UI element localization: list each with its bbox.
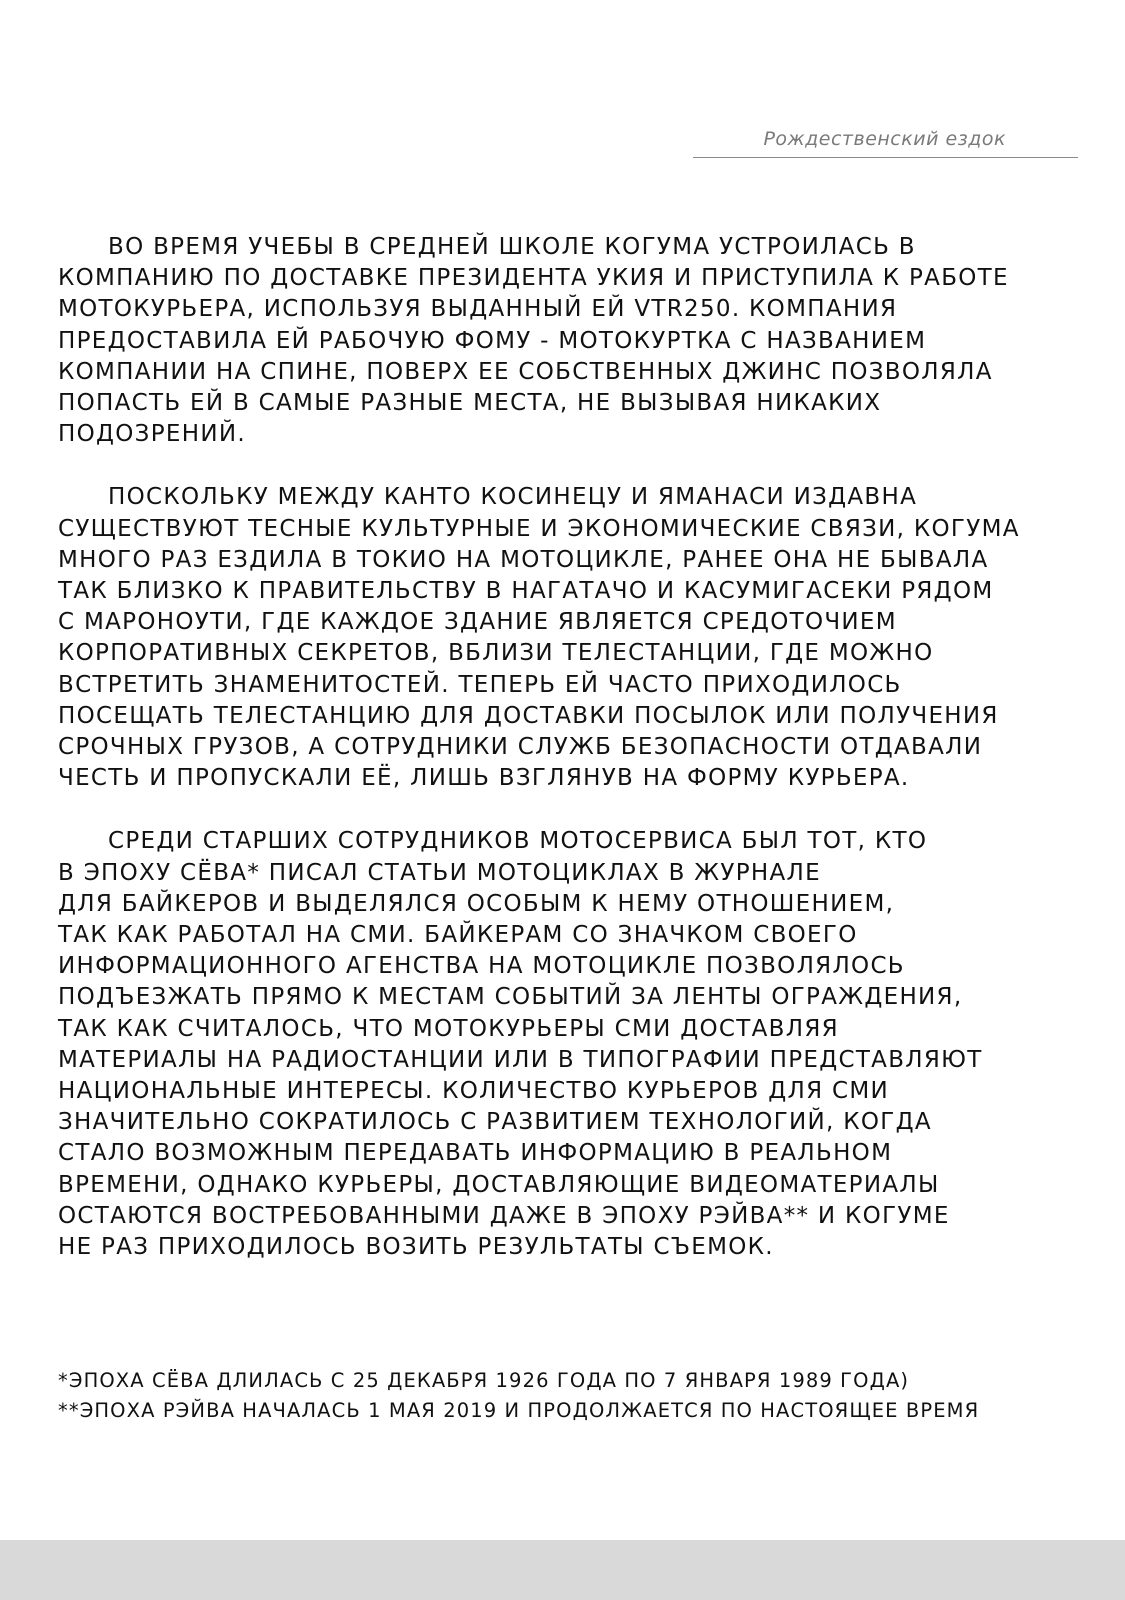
text-line: КОМПАНИЮ ПО ДОСТАВКЕ ПРЕЗИДЕНТА УКИЯ И ПРИСТУПИЛА К РАБОТЕ <box>58 265 1009 292</box>
text-line: ПРЕДОСТАВИЛА ЕЙ РАБОЧУЮ ФОМУ - МОТОКУРТКА С НАЗВАНИЕМ <box>58 327 927 354</box>
text-line: В ЭПОХУ СЁВА* ПИСАЛ СТАТЬИ МОТОЦИКЛАХ В ЖУРНАЛЕ <box>58 859 821 886</box>
text-line: ВСТРЕТИТЬ ЗНАМЕНИТОСТЕЙ. ТЕПЕРЬ ЕЙ ЧАСТО ПРИХОДИЛОСЬ <box>58 671 902 698</box>
text-line: МАТЕРИАЛЫ НА РАДИОСТАНЦИИ ИЛИ В ТИПОГРАФИИ ПРЕДСТАВЛЯЮТ <box>58 1046 983 1073</box>
text-line: НЕ РАЗ ПРИХОДИЛОСЬ ВОЗИТЬ РЕЗУЛЬТАТЫ СЪЕМОК. <box>58 1234 774 1261</box>
paragraph-3 <box>58 826 1058 1263</box>
body-text <box>58 232 1058 1295</box>
page-bottom-band <box>0 1540 1125 1600</box>
text-line: ЧЕСТЬ И ПРОПУСКАЛИ ЕЁ, ЛИШЬ ВЗГЛЯНУВ НА ФОРМУ КУРЬЕРА. <box>58 765 910 792</box>
text-line: ДЛЯ БАЙКЕРОВ И ВЫДЕЛЯЛСЯ ОСОБЫМ К НЕМУ ОТНОШЕНИЕМ, <box>58 890 895 917</box>
text-line: ОСТАЮТСЯ ВОСТРЕБОВАННЫМИ ДАЖЕ В ЭПОХУ РЭЙВА** И КОГУМЕ <box>58 1202 950 1229</box>
text-line: СРЕДИ СТАРШИХ СОТРУДНИКОВ МОТОСЕРВИСА БЫЛ ТОТ, КТО <box>108 828 928 855</box>
running-header-title: Рождественский ездок <box>763 128 1006 150</box>
text-line: ЗНАЧИТЕЛЬНО СОКРАТИЛОСЬ С РАЗВИТИЕМ ТЕХНОЛОГИЙ, КОГДА <box>58 1109 932 1136</box>
text-line: НАЦИОНАЛЬНЫЕ ИНТЕРЕСЫ. КОЛИЧЕСТВО КУРЬЕРОВ ДЛЯ СМИ <box>58 1078 889 1105</box>
text-line: КОМПАНИИ НА СПИНЕ, ПОВЕРХ ЕЕ СОБСТВЕННЫХ ДЖИНС ПОЗВОЛЯЛА <box>58 358 993 385</box>
text-line: ПОДОЗРЕНИЙ. <box>58 421 246 448</box>
text-line: СРОЧНЫХ ГРУЗОВ, А СОТРУДНИКИ СЛУЖБ БЕЗОПАСНОСТИ ОТДАВАЛИ <box>58 734 983 761</box>
text-line: СТАЛО ВОЗМОЖНЫМ ПЕРЕДАВАТЬ ИНФОРМАЦИЮ В РЕАЛЬНОМ <box>58 1140 893 1167</box>
text-line: ТАК КАК РАБОТАЛ НА СМИ. БАЙКЕРАМ СО ЗНАЧКОМ СВОЕГО <box>58 922 858 949</box>
text-line: КОРПОРАТИВНЫХ СЕКРЕТОВ, ВБЛИЗИ ТЕЛЕСТАНЦИИ, ГДЕ МОЖНО <box>58 640 934 667</box>
paragraph-1 <box>58 232 1058 450</box>
text-line: МНОГО РАЗ ЕЗДИЛА В ТОКИО НА МОТОЦИКЛЕ, РАНЕЕ ОНА НЕ БЫВАЛА <box>58 546 989 573</box>
footnote-1: *ЭПОХА СЁВА ДЛИЛАСЬ С 25 ДЕКАБРЯ 1926 ГОДА ПО 7 ЯНВАРЯ 1989 ГОДА) <box>58 1369 910 1392</box>
text-line: ПОСКОЛЬКУ МЕЖДУ КАНТО КОСИНЕЦУ И ЯМАНАСИ ИЗДАВНА <box>108 484 918 511</box>
text-line: ИНФОРМАЦИОННОГО АГЕНСТВА НА МОТОЦИКЛЕ ПОЗВОЛЯЛОСЬ <box>58 953 905 980</box>
text-line: ПОДЪЕЗЖАТЬ ПРЯМО К МЕСТАМ СОБЫТИЙ ЗА ЛЕНТЫ ОГРАЖДЕНИЯ, <box>58 984 963 1011</box>
text-line: ТАК КАК СЧИТАЛОСЬ, ЧТО МОТОКУРЬЕРЫ СМИ ДОСТАВЛЯЯ <box>58 1015 839 1042</box>
running-header <box>693 128 1078 158</box>
text-line: МОТОКУРЬЕРА, ИСПОЛЬЗУЯ ВЫДАННЫЙ ЕЙ VTR250. КОМПАНИЯ <box>58 296 898 323</box>
text-line: ПОСЕЩАТЬ ТЕЛЕСТАНЦИЮ ДЛЯ ДОСТАВКИ ПОСЫЛОК ИЛИ ПОЛУЧЕНИЯ <box>58 702 999 729</box>
footnote-2: **ЭПОХА РЭЙВА НАЧАЛАСЬ 1 МАЯ 2019 И ПРОДОЛЖАЕТСЯ ПО НАСТОЯЩЕЕ ВРЕМЯ <box>58 1399 980 1422</box>
text-line: ВО ВРЕМЯ УЧЕБЫ В СРЕДНЕЙ ШКОЛЕ КОГУМА УСТРОИЛАСЬ В <box>108 234 916 260</box>
text-line: ПОПАСТЬ ЕЙ В САМЫЕ РАЗНЫЕ МЕСТА, НЕ ВЫЗЫВАЯ НИКАКИХ <box>58 390 882 417</box>
footnotes <box>58 1366 1098 1426</box>
text-line: СУЩЕСТВУЮТ ТЕСНЫЕ КУЛЬТУРНЫЕ И ЭКОНОМИЧЕСКИЕ СВЯЗИ, КОГУМА <box>58 515 1020 542</box>
paragraph-2 <box>58 482 1058 794</box>
text-line: ВРЕМЕНИ, ОДНАКО КУРЬЕРЫ, ДОСТАВЛЯЮЩИЕ ВИДЕОМАТЕРИАЛЫ <box>58 1171 940 1198</box>
text-line: ТАК БЛИЗКО К ПРАВИТЕЛЬСТВУ В НАГАТАЧО И КАСУМИГАСЕКИ РЯДОМ <box>58 578 994 605</box>
text-line: С МАРОНОУТИ, ГДЕ КАЖДОЕ ЗДАНИЕ ЯВЛЯЕТСЯ СРЕДОТОЧИЕМ <box>58 609 897 636</box>
